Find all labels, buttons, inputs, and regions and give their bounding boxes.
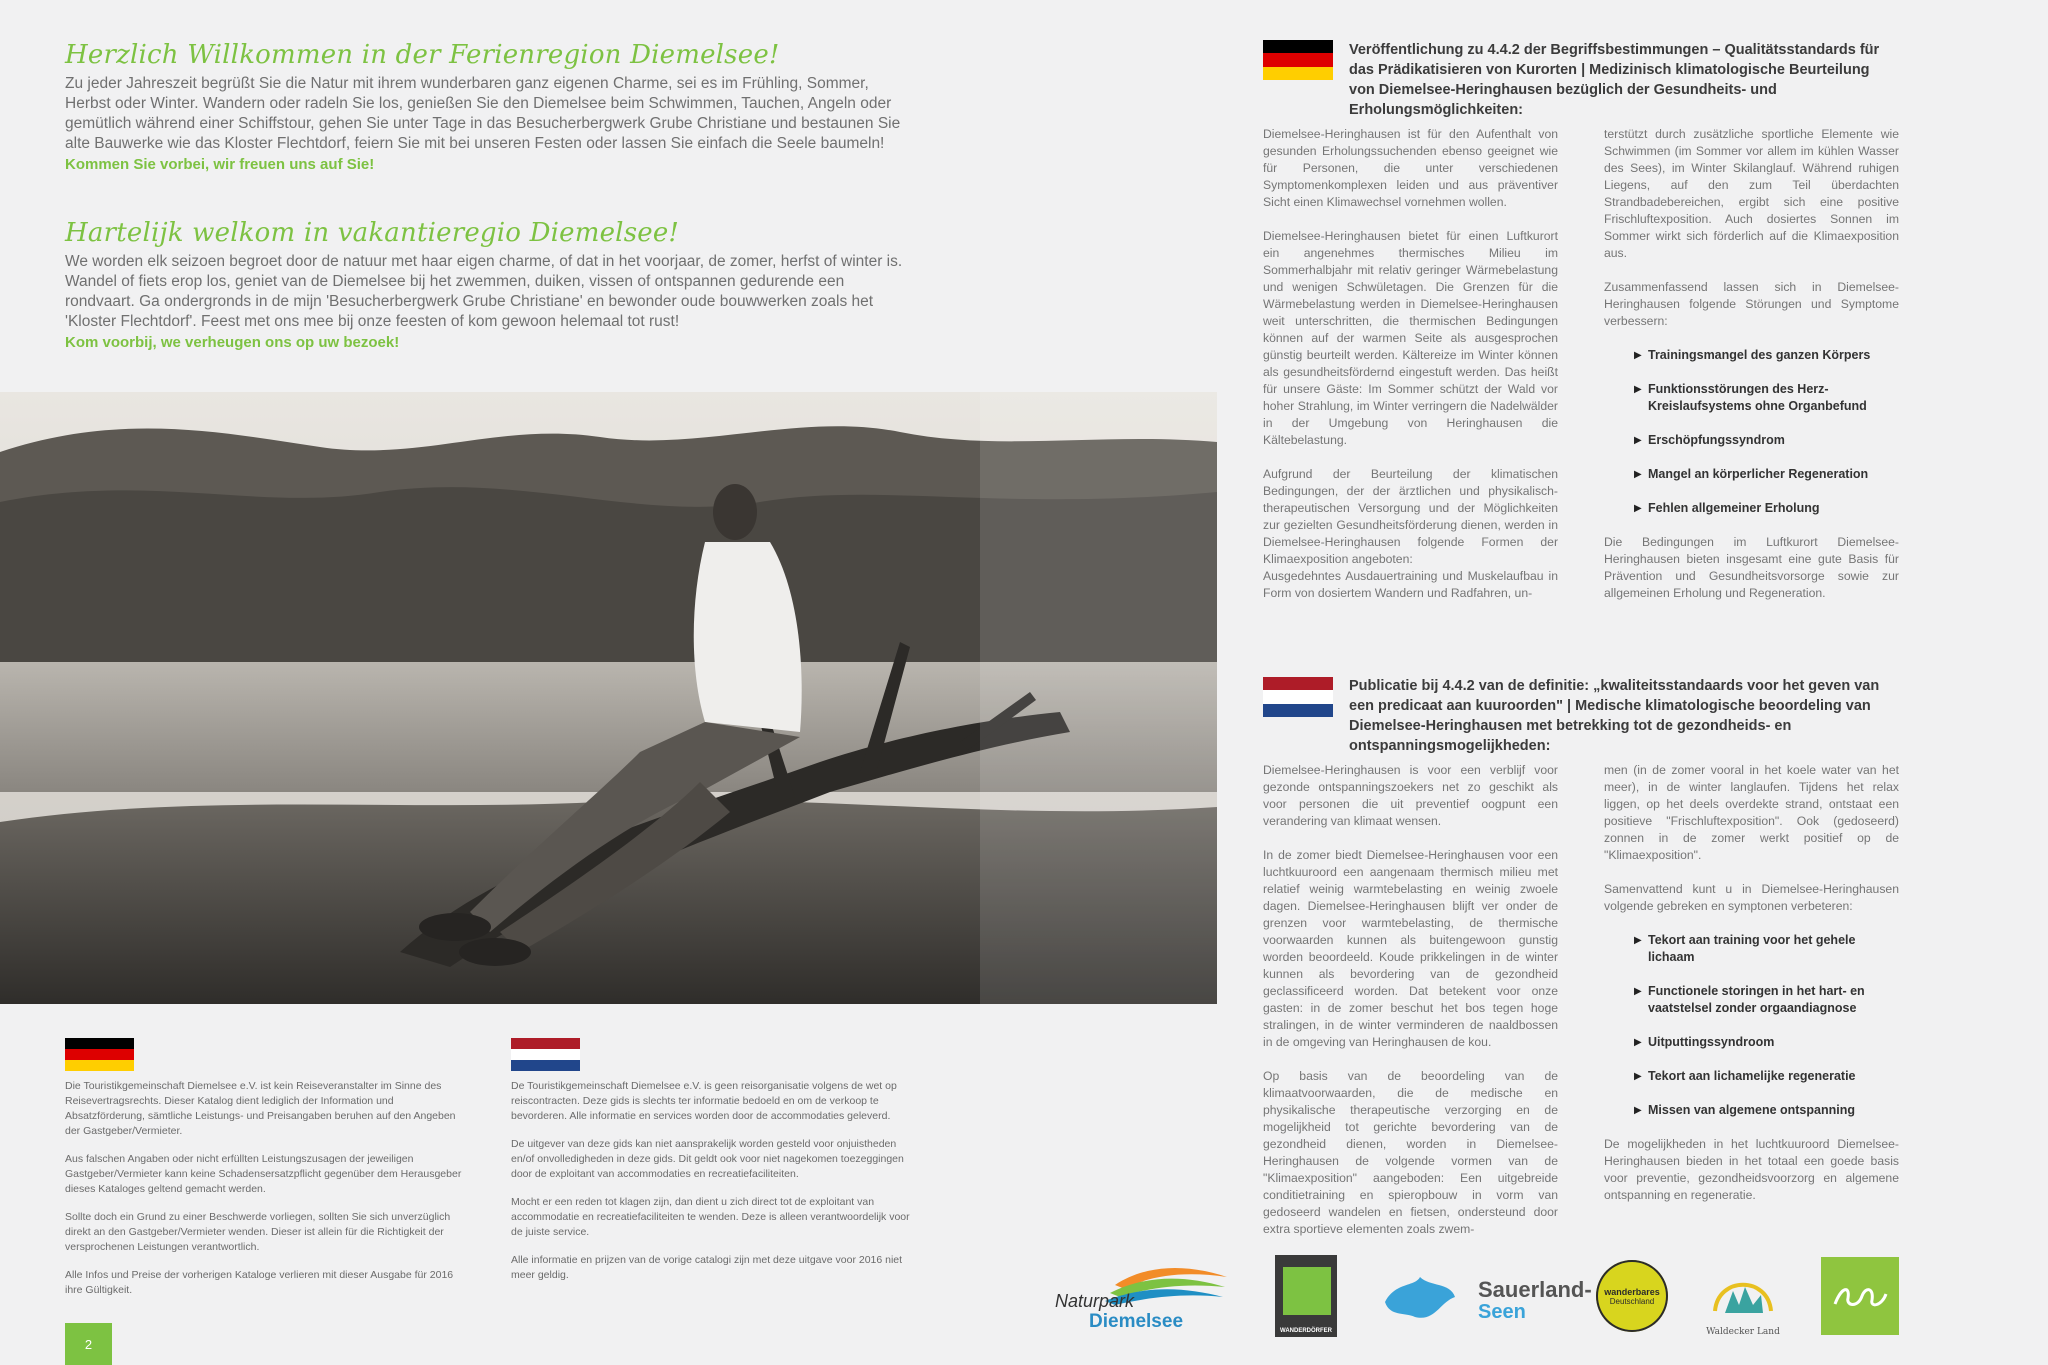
disclaimer-nl-p4: Alle informatie en prijzen van de vorige catalogi zijn met deze uitgave voor 2016 niet meer geldig. — [511, 1254, 903, 1281]
naturpark-diemelsee-logo — [1055, 1255, 1233, 1337]
wanderbares-badge-icon — [1596, 1260, 1668, 1332]
disclaimer-de-p2: Aus falschen Angaben oder nicht erfüllten Leistungszusagen der jeweiligen Gastgeber/Vermieter kann keine Schadensersatzpflicht gegenüber dem Herausgeber dieses Kataloges geltend gemacht werden. — [65, 1153, 462, 1195]
waldecker-land-logo — [1703, 1255, 1783, 1337]
netherlands-flag-icon — [511, 1038, 580, 1071]
intro-nl — [65, 218, 913, 351]
intro-nl-heading: Hartelijk welkom in vakantieregio Diemelsee! — [65, 218, 680, 248]
flag-de-small — [65, 1038, 134, 1071]
naturpark-logo-line1: Naturpark — [1055, 1291, 1135, 1311]
disclaimer-nl-p1: De Touristikgemeinschaft Diemelsee e.V. is geen reisorganisatie volgens de wet op reiscontracten. Deze gids is slechts ter informatie bedoeld en om de verkoop te bevorderen. Alle informatie en services worden door de accommodaties geleverd. — [511, 1080, 897, 1122]
disclaimer-nl-p3: Mocht er een reden tot klagen zijn, dan dient u zich direct tot de exploitant van accommodatie en recreatiefaciliteiten te wenden. Deze is alleen verantwoordelijk voor de juiste service. — [511, 1196, 910, 1238]
intro-de — [65, 40, 913, 173]
sauerland-seen-line1: Sauerland- — [1478, 1277, 1592, 1302]
flag-nl-large — [1263, 677, 1333, 717]
pub-nl-col1-p2: In de zomer biedt Diemelsee-Heringhausen voor een luchtkuuroord een aangenaam thermisch milieu met relatief weinig warmtebelasting en weinig zwoele dagen. Diemelsee-Heringhausen blijft ver onder de grenzen voor warmtebelasting, de thermische voorwaarden kunnen als buitengewoon gunstig worden beoordeeld. Koude prikkelingen in de winter kunnen als bevordering van de gezondheid geclassificeerd worden. Dat betekent voor onze gasten: in de zomer beschut het bos tegen hoge stralingen, in de winter verminderen de naaldbossen in de omgeving van Heringhausen de kou. — [1263, 848, 1558, 1049]
pub-nl-col2-p1: men (in de zomer vooral in het koele water van het meer), in de winter langlaufen. Tijdens het relax liggen, op het deels overdekte strand, ontstaat een positieve "Frischluftexposition". Ook (gedoseerd) zonnen in de zomer werkt positief op de "Klimaexposition". — [1604, 763, 1899, 862]
naturpark-logo-line2: Diemelsee — [1089, 1311, 1184, 1332]
wanderdoerfer-hill-icon — [1283, 1267, 1331, 1315]
pub-de-col2-p2: Zusammenfassend lassen sich in Diemelsee-Heringhausen folgende Störungen und Symptome verbessern: — [1604, 280, 1899, 328]
disclaimer-de-p1: Die Touristikgemeinschaft Diemelsee e.V. ist kein Reiseveranstalter im Sinne des Reisevertragsrechts. Dieser Katalog dient lediglich der Information und Absatzförderung, sämtliche Leistungs- und Preisangaben beruhen auf den Angeben der Gastgeber/Vermieter. — [65, 1080, 456, 1137]
pub-de-col1-p2: Diemelsee-Heringhausen bietet für einen Luftkurort ein angenehmes thermisches Milieu im Sommerhalbjahr mit relativ geringer Wärmebelastung und wenigen Schwületagen. Die Grenzen für die Wärmebelastung werden in Diemelsee-Heringhausen weit unterschritten, die thermischen Bedingungen können auf der warmen Seite als ausgesprochen günstig beurteilt werden. Kältereize im Winter können als gesundheitsfördernd eingestuft werden. Das heißt für unsere Gäste: Im Sommer schützt der Wald vor hoher Strahlung, im Winter verringern die Nadelwälder in der Umgebung von Heringhausen die Kältebelastung. — [1263, 229, 1558, 447]
disclaimer-nl — [511, 1079, 911, 1296]
sauerland-script-icon — [1830, 1276, 1890, 1316]
disclaimer-de-p4: Alle Infos und Preise der vorherigen Kataloge verlieren mit dieser Ausgabe für 2016 ihre Gültigkeit. — [65, 1269, 454, 1296]
pub-de-col2-p3: Die Bedingungen im Luftkurort Diemelsee-Heringhausen bieten insgesamt eine gute Basis für Prävention und Gesundheitsvorsorge sowie zur allgemeinen Erholung und Regeneration. — [1604, 535, 1899, 600]
sauerland-wanderdoerfer-logo — [1270, 1255, 1342, 1337]
pub-nl-title: Publicatie bij 4.4.2 van de definitie: „kwaliteitsstandaards voor het geven van een predicaat aan kuuroorden" | Medische klimatologische beoordeling van Diemelsee-Heringhausen met betrekking tot de gezondheids- en ontspanningsmogelijkheden: — [1349, 678, 1880, 754]
lake-shape-icon — [1380, 1267, 1460, 1327]
pub-de-col2 — [1604, 126, 1899, 619]
page-number: 2 — [65, 1323, 112, 1365]
germany-flag-icon — [65, 1038, 134, 1071]
list-item: ▶ Trainingsmangel des ganzen Körpers — [1634, 347, 1899, 364]
pub-nl-symptom-list — [1634, 932, 1899, 1119]
list-item: ▶ Fehlen allgemeiner Erholung — [1634, 500, 1899, 517]
list-item: ▶ Erschöpfungssyndrom — [1634, 432, 1899, 449]
pub-de-col1-p1: Diemelsee-Heringhausen ist für den Aufenthalt von gesunden Erholungssuchenden ebenso geeignet wie für Personen, die unter verschiedenen Symptomenkomplexen leiden und aus präventiver Sicht einen Klimawechsel vornehmen wollen. — [1263, 127, 1558, 209]
sauerland-logo — [1820, 1255, 1900, 1337]
wanderbares-deutschland-logo — [1594, 1255, 1670, 1337]
wanderbares-line2: Deutschland — [1609, 1296, 1655, 1306]
intro-de-heading: Herzlich Willkommen in der Ferienregion Diemelsee! — [65, 40, 780, 70]
disclaimer-de — [65, 1079, 465, 1311]
pub-nl-col2-p3: De mogelijkheden in het luchtkuuroord Diemelsee-Heringhausen bieden in het totaal een goede basis voor preventie, gezondheidsvoorzorg en algemene ontspanning en regeneratie. — [1604, 1137, 1899, 1202]
waldecker-label: Waldecker Land — [1706, 1327, 1780, 1337]
list-item: ▶ Tekort aan lichamelijke regeneratie — [1634, 1068, 1899, 1085]
pub-nl-col2 — [1604, 762, 1899, 1221]
wanderbares-line1: wanderbares — [1604, 1286, 1660, 1297]
list-item: ▶ Tekort aan training voor het gehele lichaam — [1634, 932, 1899, 966]
intro-nl-text: We worden elk seizoen begroet door de natuur met haar eigen charme, of dat in het voorjaar, de zomer, herfst of winter is. Wandel of fiets erop los, geniet van de Diemelsee bij het zwemmen, duiken, vissen of ontspannen gedurende een rondvaart. Ga ondergronds in de mijn 'Besucherbergwerk Grube Christiane' en bewonder oude bouwwerken zoals het 'Kloster Flechtdorf'. Feest met ons mee bij onze feesten of kom gewoon helemaal tot rust! — [65, 253, 903, 330]
pub-nl-col1-p3: Op basis van de beoordeling van de klimaatvoorwaarden, die de medische en physikalische therapeutische verzorging en de mogelijkheid tot gerichte bevordering van de gezondheid dienen, worden in Diemelsee-Heringhausen de volgende vormen van de "Klimaexposition" aangeboden: Een uitgebreide conditietraining en spieropbouw in vorm van gedoseerd wandelen en fietsen, ondersteund door extra sportieve elementen zoals zwem- — [1263, 1069, 1558, 1236]
pub-nl-col1-p1: Diemelsee-Heringhausen is voor een verblijf voor gezonde ontspanningszoekers net zo geschikt als voor personen die uit preventief oogpunt een verandering van klimaat wensen. — [1263, 763, 1558, 828]
list-item: ▶ Functionele storingen in het hart- en vaatstelsel zonder orgaandiagnose — [1634, 983, 1899, 1017]
intro-nl-cta: Kom voorbij, we verheugen ons op uw bezoek! — [65, 334, 400, 351]
list-item: ▶ Funktionsstörungen des Herz-Kreislaufsystems ohne Organbefund — [1634, 381, 1899, 415]
intro-de-text: Zu jeder Jahreszeit begrüßt Sie die Natur mit ihrem wunderbaren ganz eigenen Charme, sei es im Frühling, Sommer, Herbst oder Winter. Wandern oder radeln Sie los, genießen Sie den Diemelsee beim Schwimmen, Tauchen, Angeln oder gemütlich während einer Schiffstour, gehen Sie unter Tage in das Besucherbergwerk Grube Christiane und bestaunen Sie alte Bauwerke wie das Kloster Flechtdorf, feiern Sie mit bei unseren Festen oder lassen Sie einfach die Seele baumeln! — [65, 75, 901, 152]
pub-de-symptom-list — [1634, 347, 1899, 517]
wanderdoerfer-label: WANDERDÖRFER — [1280, 1328, 1332, 1334]
pub-de-col1-p3: Aufgrund der Beurteilung der klimatischen Bedingungen, der der ärztlichen und physikalisch-therapeutischen Versorgung und der Möglichkeiten zur gezielten Gesundheitsförderung dienen, werden in Diemelsee-Heringhausen folgende Formen der Klimaexposition angeboten: — [1263, 467, 1558, 566]
lake-photo — [0, 392, 1217, 1004]
lake-photo-illustration — [0, 392, 1217, 1004]
sauerland-seen-line2: Seen — [1478, 1301, 1526, 1323]
disclaimer-de-p3: Sollte doch ein Grund zu einer Beschwerde vorliegen, sollten Sie sich unverzüglich direkt an den Gastgeber/Vermieter wenden. Dieser ist allein für die Richtigkeit der versprochenen Leistungen verantwortlich. — [65, 1211, 451, 1253]
pub-de-col2-p1: terstützt durch zusätzliche sportliche Elemente wie Schwimmen (im Sommer vor allem im kühlen Wasser des Sees), im Winter Skilanglauf. Während ruhigen Liegens, auf den zum Teil überdachten Strandbadebereichen, ergibt sich eine positive Frischluftexposition. Auch dosiertes Sonnen im Sommer wirkt sich förderlich auf die Klimaexposition aus. — [1604, 127, 1899, 260]
list-item: ▶ Missen van algemene ontspanning — [1634, 1102, 1899, 1119]
sauerland-seen-logo — [1380, 1255, 1592, 1337]
wanderdoerfer-badge — [1275, 1255, 1337, 1337]
netherlands-flag-large-icon — [1263, 677, 1333, 717]
flag-nl-small — [511, 1038, 580, 1071]
intro-de-cta: Kommen Sie vorbei, wir freuen uns auf Sie! — [65, 156, 375, 173]
pub-de-col1-p4: Ausgedehntes Ausdauertraining und Muskelaufbau in Form von dosiertem Wandern und Radfahren, un- — [1263, 569, 1558, 600]
sauerland-badge — [1821, 1257, 1899, 1335]
pub-de-title: Veröffentlichung zu 4.4.2 der Begriffsbestimmungen – Qualitätsstandards für das Prädikatisieren von Kurorten | Medizinisch klimatologische Beurteilung von Diemelsee-Heringhausen bezüglich der Gesundheits- und Erholungsmöglichkeiten: — [1349, 42, 1880, 118]
pub-de-col1 — [1263, 126, 1558, 619]
disclaimer-nl-p2: De uitgever van deze gids kan niet aansprakelijk worden gesteld voor onjuistheden en/of onvolledigheden in deze gids. Dit geldt ook voor niet nagekomen toezeggingen door de exploitant van accommodaties en recreatiefaciliteiten. — [511, 1138, 904, 1180]
waldecker-arc-icon — [1703, 1261, 1783, 1331]
list-item: ▶ Mangel an körperlicher Regeneration — [1634, 466, 1899, 483]
flag-de-large — [1263, 40, 1333, 80]
list-item: ▶ Uitputtingssyndroom — [1634, 1034, 1899, 1051]
pub-nl-col1 — [1263, 762, 1558, 1255]
pub-nl-col2-p2: Samenvattend kunt u in Diemelsee-Heringhausen volgende gebreken en symptonen verbeteren: — [1604, 882, 1899, 913]
germany-flag-large-icon — [1263, 40, 1333, 80]
